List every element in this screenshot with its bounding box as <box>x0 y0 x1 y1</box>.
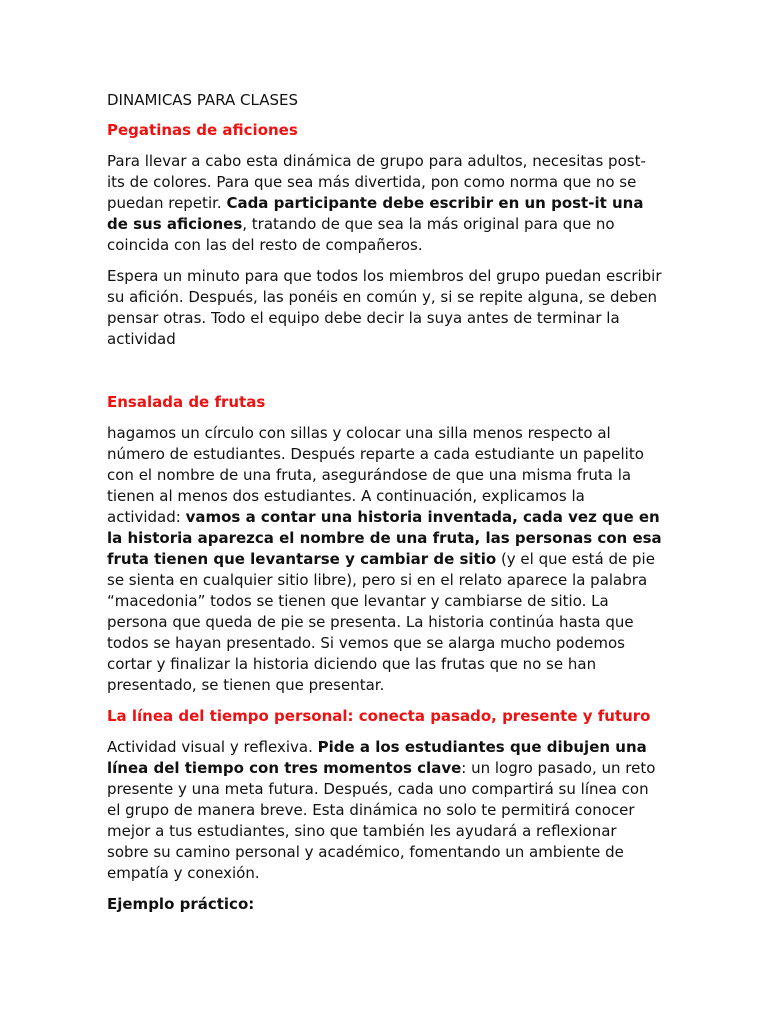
paragraph-text: Para llevar a cabo esta dinámica de grupo para adultos, necesitas post-its de colores. Para que sea más divertida, pon como norma que no se puedan repetir. <box>107 152 646 212</box>
paragraph-text: Actividad visual y reflexiva. <box>107 738 318 756</box>
paragraph-bold-text: Pide a los estudiantes que dibujen una línea del tiempo con tres momentos clave <box>107 738 647 777</box>
paragraph-bold-text: Cada participante debe escribir en un post-it una de sus aficiones <box>107 194 644 233</box>
paragraph <box>107 151 662 256</box>
paragraph-text: hagamos un círculo con sillas y colocar una silla menos respecto al número de estudiantes. Después reparte a cada estudiante un papelito con el nombre de una fruta, asegurándose de que una misma fruta la tienen al menos dos estudiantes. A continuación, explicamos la actividad: <box>107 424 644 526</box>
example-label: Ejemplo práctico: <box>107 895 255 913</box>
blank-space <box>107 360 662 392</box>
paragraph-bold-text: vamos a contar una historia inventada, cada vez que en la historia aparezca el nombre de una fruta, las personas con esa fruta tienen que levantarse y cambiar de sitio <box>107 508 662 568</box>
paragraph: Espera un minuto para que todos los miembros del grupo puedan escribir su afición. Después, las ponéis en común y, si se repite alguna, se deben pensar otras. Todo el equipo debe decir la suya antes de terminar la actividad <box>107 267 662 348</box>
paragraph-text: (y el que está de pie se sienta en cualquier sitio libre), pero si en el relato aparece la palabra “macedonia” todos se tienen que levantar y cambiarse de sitio. La persona que queda de pie se presenta. La historia continúa hasta que todos se hayan presentado. Si vemos que se alarga mucho podemos cortar y finalizar la historia diciendo que las frutas que no se han presentado, se tienen que presentar. <box>107 550 655 694</box>
section-heading-ensalada: Ensalada de frutas <box>107 393 266 411</box>
document-title: DINAMICAS PARA CLASES <box>107 91 298 109</box>
section-heading-pegatinas: Pegatinas de aficiones <box>107 121 298 139</box>
paragraph-text: : un logro pasado, un reto presente y una meta futura. Después, cada uno compartirá su línea con el grupo de manera breve. Esta dinámica no solo te permitirá conocer mejor a tus estudiantes, sino que también les ayudará a reflexionar sobre su camino personal y académico, fomentando un ambiente de empatía y conexión. <box>107 759 656 882</box>
paragraph-text: , tratando de que sea la más original para que no coincida con las del resto de compañeros. <box>107 215 615 254</box>
paragraph <box>107 737 662 884</box>
section-heading-linea-tiempo: La línea del tiempo personal: conecta pasado, presente y futuro <box>107 707 651 725</box>
paragraph <box>107 423 662 696</box>
document-page <box>107 90 662 915</box>
